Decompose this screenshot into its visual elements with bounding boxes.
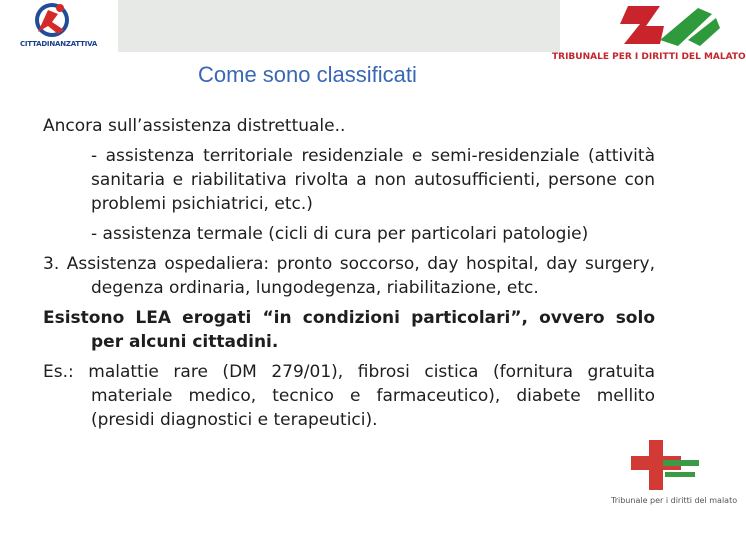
right-logo-tagline: TRIBUNALE PER I DIRITTI DEL MALATO [552,52,746,62]
cittadinanzattiva-logo [0,0,118,56]
examples-paragraph: Es.: malattie rare (DM 279/01), fibrosi cistica (fornitura gratuita materiale medico, tecnico e farmaceutico), diabete mellito (presidi diagnostici e terapeutici). [43,362,655,430]
footer-logo [605,440,738,520]
slide-body [43,114,655,438]
header-grey-band [118,0,560,52]
page-title: Come sono classificati [198,62,417,87]
special-conditions-paragraph: Esistono LEA erogati “in condizioni particolari”, ovvero solo per alcuni cittadini. [43,308,655,352]
intro-paragraph: Ancora sull’assistenza distrettuale.. [43,116,346,136]
tribunale-logo [548,0,746,70]
cross-emblem-icon [605,440,720,494]
left-logo-caption: CITTADINANZATTIVA [20,40,98,48]
footer-logo-tagline: Tribunale per i diritti del malato [611,496,738,505]
list-item-residential: - assistenza territoriale residenziale e semi-residenziale (attività sanitaria e riabilitativa rivolta a non autosufficienti, persone con problemi psichiatrici, etc.) [91,146,655,214]
list-item-thermal: - assistenza termale (cicli di cura per particolari patologie) [91,224,589,244]
list-item-hospital: 3. Assistenza ospedaliera: pronto soccorso, day hospital, day surgery, degenza ordinaria, lungodegenza, riabilitazione, etc. [43,254,655,298]
tribunale-emblem-icon [548,0,720,50]
